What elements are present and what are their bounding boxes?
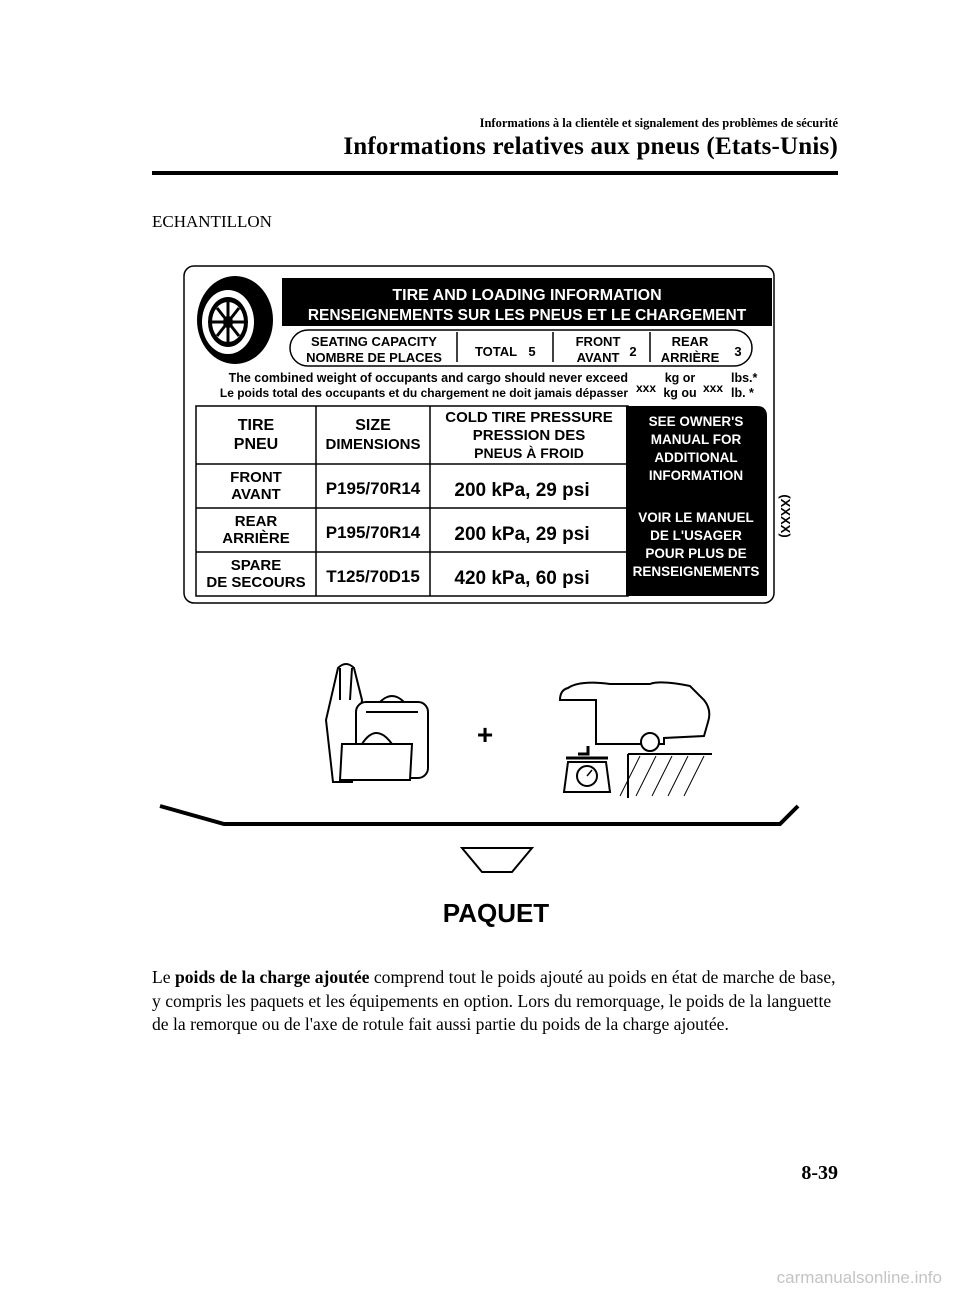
bracket-line [160,806,798,824]
weight-lbs-english: lbs.* [731,371,758,385]
rear-seats-english: REAR [671,334,709,349]
note-french-1: VOIR LE MANUEL [638,510,754,525]
down-arrow-icon [462,848,532,872]
column-tire-french: PNEU [233,436,279,453]
column-pressure-french-2: PNEUS À FROID [474,445,584,461]
note-french-2: DE L'USAGER [650,528,742,543]
column-tire-english: TIRE [237,417,275,434]
total-value: 5 [528,344,536,359]
seating-capacity-french: NOMBRE DE PLACES [306,350,442,365]
weight-limit-english: The combined weight of occupants and cargo should never exceed [228,371,628,385]
seating-capacity-english: SEATING CAPACITY [311,334,437,349]
page-title: Informations relatives aux pneus (Etats-Unis) [343,133,838,160]
weight-kg-ou: kg ou [663,386,697,400]
front-seats-english: FRONT [575,334,621,349]
rear-seats-french: ARRIÈRE [660,350,720,365]
row-front-label-french: AVANT [231,486,281,503]
cargo-bags-icon [326,664,428,782]
note-french-3: POUR PLUS DE [645,546,747,561]
total-label: TOTAL [474,344,518,359]
vehicle-on-scale-icon [560,682,712,798]
paragraph-lead: Le [152,967,175,987]
front-seats-french: AVANT [576,350,620,365]
row-rear-label-french: ARRIÈRE [222,530,290,547]
row-front-label-english: FRONT [230,469,282,486]
package-caption: PAQUET [442,898,550,928]
paragraph-body: comprend tout le poids ajouté au poids en état de marche de base, y compris les paquets et les équipements en option. Lors du remorquage, le poids de la languette de la remorque ou de l'axe de rotule fait aussi partie du poids de la charge ajoutée. [152,967,836,1034]
note-english-3: ADDITIONAL [654,450,738,465]
row-rear-size: P195/70R14 [325,523,421,542]
watermark: carmanualsonline.info [776,1268,942,1287]
row-spare-label-english: SPARE [230,557,282,574]
weight-lbs-french: lb. * [731,386,754,400]
banner-french: RENSEIGNEMENTS SUR LES PNEUS ET LE CHARGEMENT [307,307,747,324]
banner-english: TIRE AND LOADING INFORMATION [392,287,662,304]
note-english-1: SEE OWNER'S [648,414,744,429]
note-english-4: INFORMATION [648,468,744,483]
note-french-4: RENSEIGNEMENTS [632,564,760,579]
added-load-paragraph [152,966,842,1037]
column-size-english: SIZE [355,417,391,434]
tire-icon [197,276,273,364]
row-front-pressure: 200 kPa, 29 psi [454,480,590,501]
page-number: 8-39 [801,1162,838,1184]
placard-code: (XXXX) [778,494,793,538]
row-rear-label-english: REAR [234,513,278,530]
front-seats-value: 2 [629,344,637,359]
row-front-size: P195/70R14 [325,479,421,498]
column-pressure-french-1: PRESSION DES [472,427,586,444]
row-spare-label-french: DE SECOURS [206,574,306,591]
weight-lbs-value: xxx [702,381,724,395]
sample-label: ECHANTILLON [152,212,272,231]
note-english-2: MANUAL FOR [650,432,742,447]
row-spare-size: T125/70D15 [326,567,420,586]
rear-seats-value: 3 [734,344,742,359]
weight-kg-value: xxx [635,381,657,395]
row-rear-pressure: 200 kPa, 29 psi [454,524,590,545]
plus-sign: + [476,719,494,750]
paragraph-term: poids de la charge ajoutée [174,967,370,987]
row-spare-pressure: 420 kPa, 60 psi [454,568,590,589]
weight-kg-or: kg or [664,371,696,385]
weight-limit-french: Le poids total des occupants et du chargement ne doit jamais dépasser [219,386,628,400]
section-subtitle: Informations à la clientèle et signalement des problèmes de sécurité [479,116,838,130]
column-pressure-english: COLD TIRE PRESSURE [445,409,613,426]
column-size-french: DIMENSIONS [325,436,421,453]
